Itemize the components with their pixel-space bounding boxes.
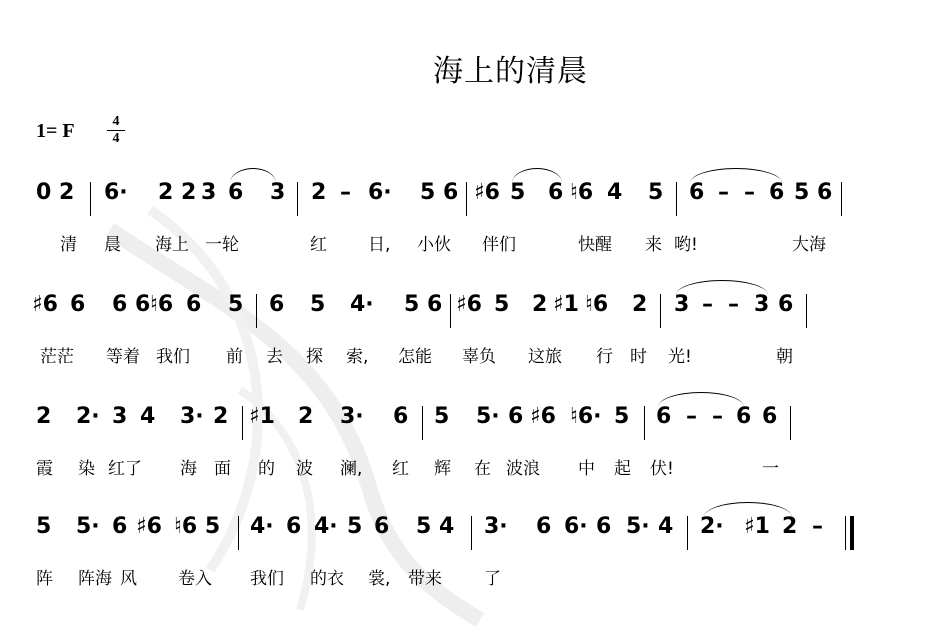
note: –: [812, 514, 823, 539]
note: –: [744, 180, 755, 205]
slur: [676, 280, 768, 295]
note: 6: [393, 404, 409, 429]
note: 6: [689, 180, 705, 205]
note: 6: [508, 404, 524, 429]
lyric: 我们: [250, 569, 284, 589]
barline: [238, 516, 239, 550]
barline: [676, 182, 677, 216]
note: 3: [754, 292, 770, 317]
note: 2: [298, 404, 314, 429]
note: 5: [347, 514, 363, 539]
lyric: 红: [392, 459, 409, 479]
lyric: 卷入: [178, 569, 212, 589]
lyric: 等着: [106, 347, 140, 367]
barline: [806, 294, 807, 328]
note: 3: [112, 404, 128, 429]
final-barline-thin: [845, 516, 846, 550]
lyric: 前: [226, 347, 243, 367]
note: ♮6: [570, 180, 594, 205]
note: 6: [70, 292, 86, 317]
note: 2·: [76, 404, 100, 429]
note: –: [686, 404, 697, 429]
lyric: 我们: [156, 347, 190, 367]
note: 3·: [484, 514, 508, 539]
note: ♯6: [32, 292, 58, 317]
note: 5: [510, 180, 526, 205]
lyric: 哟!: [674, 235, 698, 255]
lyric: 起: [614, 459, 631, 479]
note: 5: [36, 514, 52, 539]
note: 2: [782, 514, 798, 539]
time-signature: [105, 114, 127, 147]
note: ♯1: [249, 404, 275, 429]
note: 5 6: [404, 292, 443, 317]
barline: [466, 182, 467, 216]
time-signature-bottom: 4: [112, 131, 120, 146]
barline: [450, 294, 451, 328]
lyric: 大海: [792, 235, 826, 255]
note: 5 6: [420, 180, 459, 205]
slur: [690, 168, 782, 183]
lyric: 伴们: [482, 235, 516, 255]
note: 6: [778, 292, 794, 317]
note: ♮6: [585, 292, 609, 317]
lyric: 了: [484, 569, 501, 589]
note: ♯6: [456, 292, 482, 317]
barline: [660, 294, 661, 328]
lyric: 快醒: [578, 235, 612, 255]
note: 6: [228, 180, 244, 205]
slur: [230, 168, 276, 183]
note: –: [702, 292, 713, 317]
note: 6·: [104, 180, 128, 205]
note: 6: [548, 180, 564, 205]
note: –: [728, 292, 739, 317]
note: 4: [140, 404, 156, 429]
lyric: 中: [578, 459, 595, 479]
lyric: 行: [596, 347, 613, 367]
note: –: [712, 404, 723, 429]
lyric: 朝: [776, 347, 793, 367]
note: 4: [658, 514, 674, 539]
lyric: 时: [630, 347, 647, 367]
note: 5: [494, 292, 510, 317]
note: 2: [311, 180, 327, 205]
note: ♯6: [474, 180, 500, 205]
note: 2: [632, 292, 648, 317]
lyric: 红了: [108, 459, 142, 479]
note: 5: [648, 180, 664, 205]
barline: [841, 182, 842, 216]
lyric: 一轮: [205, 235, 239, 255]
lyric: 小伙: [417, 235, 451, 255]
note: 4·: [350, 292, 374, 317]
final-barline-thick: [850, 516, 854, 550]
note: 6·: [564, 514, 588, 539]
note: ♯6: [136, 514, 162, 539]
note: 3: [270, 180, 286, 205]
note: ♯1: [553, 292, 579, 317]
lyric: 波浪: [506, 459, 540, 479]
note: 3: [201, 180, 217, 205]
note: 5·: [76, 514, 100, 539]
note: 5: [228, 292, 244, 317]
barline: [422, 406, 423, 440]
score-line-1: [0, 180, 941, 255]
lyric: 在: [474, 459, 491, 479]
lyric: 红: [310, 235, 327, 255]
lyric: 波: [296, 459, 313, 479]
note: 2·: [700, 514, 724, 539]
barline: [256, 294, 257, 328]
lyric: 面: [214, 459, 231, 479]
note: 6: [536, 514, 552, 539]
lyric: 来: [645, 235, 662, 255]
note: 6: [186, 292, 202, 317]
note: 6: [762, 404, 778, 429]
note: 6: [374, 514, 390, 539]
lyric: 风: [120, 569, 137, 589]
note: 6: [269, 292, 285, 317]
time-signature-top: 4: [112, 114, 120, 129]
note: 6: [596, 514, 612, 539]
lyric: 光!: [668, 347, 692, 367]
note: 2: [213, 404, 229, 429]
note: 6: [286, 514, 302, 539]
lyric: 索,: [346, 347, 369, 367]
lyric: 一: [762, 459, 779, 479]
note: 5 4: [416, 514, 455, 539]
lyric: 晨: [104, 235, 121, 255]
note: ♮6·: [570, 404, 602, 429]
note: 6 6: [112, 292, 151, 317]
barline: [297, 182, 298, 216]
lyric: 日,: [368, 235, 391, 255]
barline: [687, 516, 688, 550]
lyric: 的: [258, 459, 275, 479]
lyric: 探: [306, 347, 323, 367]
slur: [512, 168, 562, 183]
note: 2: [36, 404, 52, 429]
note: 3·: [340, 404, 364, 429]
note: ♯6: [530, 404, 556, 429]
note: 6: [112, 514, 128, 539]
barline: [644, 406, 645, 440]
note: 5 6: [794, 180, 833, 205]
note: 3: [674, 292, 690, 317]
barline: [471, 516, 472, 550]
lyric: 霞: [36, 459, 53, 479]
lyric: 伏!: [650, 459, 674, 479]
note: 4·: [314, 514, 338, 539]
note: 6: [769, 180, 785, 205]
lyric: 阵海: [78, 569, 112, 589]
score-line-4: [0, 514, 941, 589]
note: 4·: [250, 514, 274, 539]
score-line-2: [0, 292, 941, 367]
lyric: 辜负: [462, 347, 496, 367]
page-title: 海上的清晨: [433, 54, 588, 89]
lyric: 清: [60, 235, 77, 255]
lyric: 裳,: [368, 569, 391, 589]
note: ♮6 5: [174, 514, 221, 539]
lyric: 阵: [36, 569, 53, 589]
note: 6·: [368, 180, 392, 205]
note: –: [340, 180, 351, 205]
note: 5: [614, 404, 630, 429]
note: 0 2: [36, 180, 75, 205]
note: –: [718, 180, 729, 205]
barline: [242, 406, 243, 440]
lyric: 去: [266, 347, 283, 367]
lyric: 茫茫: [40, 347, 74, 367]
lyric: 带来: [408, 569, 442, 589]
note: ♯1: [744, 514, 770, 539]
note: 2 2: [158, 180, 197, 205]
lyric: 辉: [434, 459, 451, 479]
barline: [90, 182, 91, 216]
note: 3·: [180, 404, 204, 429]
note: ♮6: [150, 292, 174, 317]
note: 6: [736, 404, 752, 429]
barline: [790, 406, 791, 440]
note: 5: [434, 404, 450, 429]
slur: [658, 392, 744, 407]
key-signature: 1= F: [36, 120, 75, 142]
lyric: 海: [180, 459, 197, 479]
lyric: 怎能: [398, 347, 432, 367]
note: 6: [656, 404, 672, 429]
note: 4: [607, 180, 623, 205]
note: 5·: [626, 514, 650, 539]
note: 2: [532, 292, 548, 317]
lyric: 的衣: [310, 569, 344, 589]
lyric: 这旅: [528, 347, 562, 367]
slur: [704, 502, 792, 517]
note: 5·: [476, 404, 500, 429]
note: 5: [310, 292, 326, 317]
lyric: 染: [78, 459, 95, 479]
lyric: 澜,: [340, 459, 363, 479]
lyric: 海上: [155, 235, 189, 255]
score-line-3: [0, 404, 941, 479]
